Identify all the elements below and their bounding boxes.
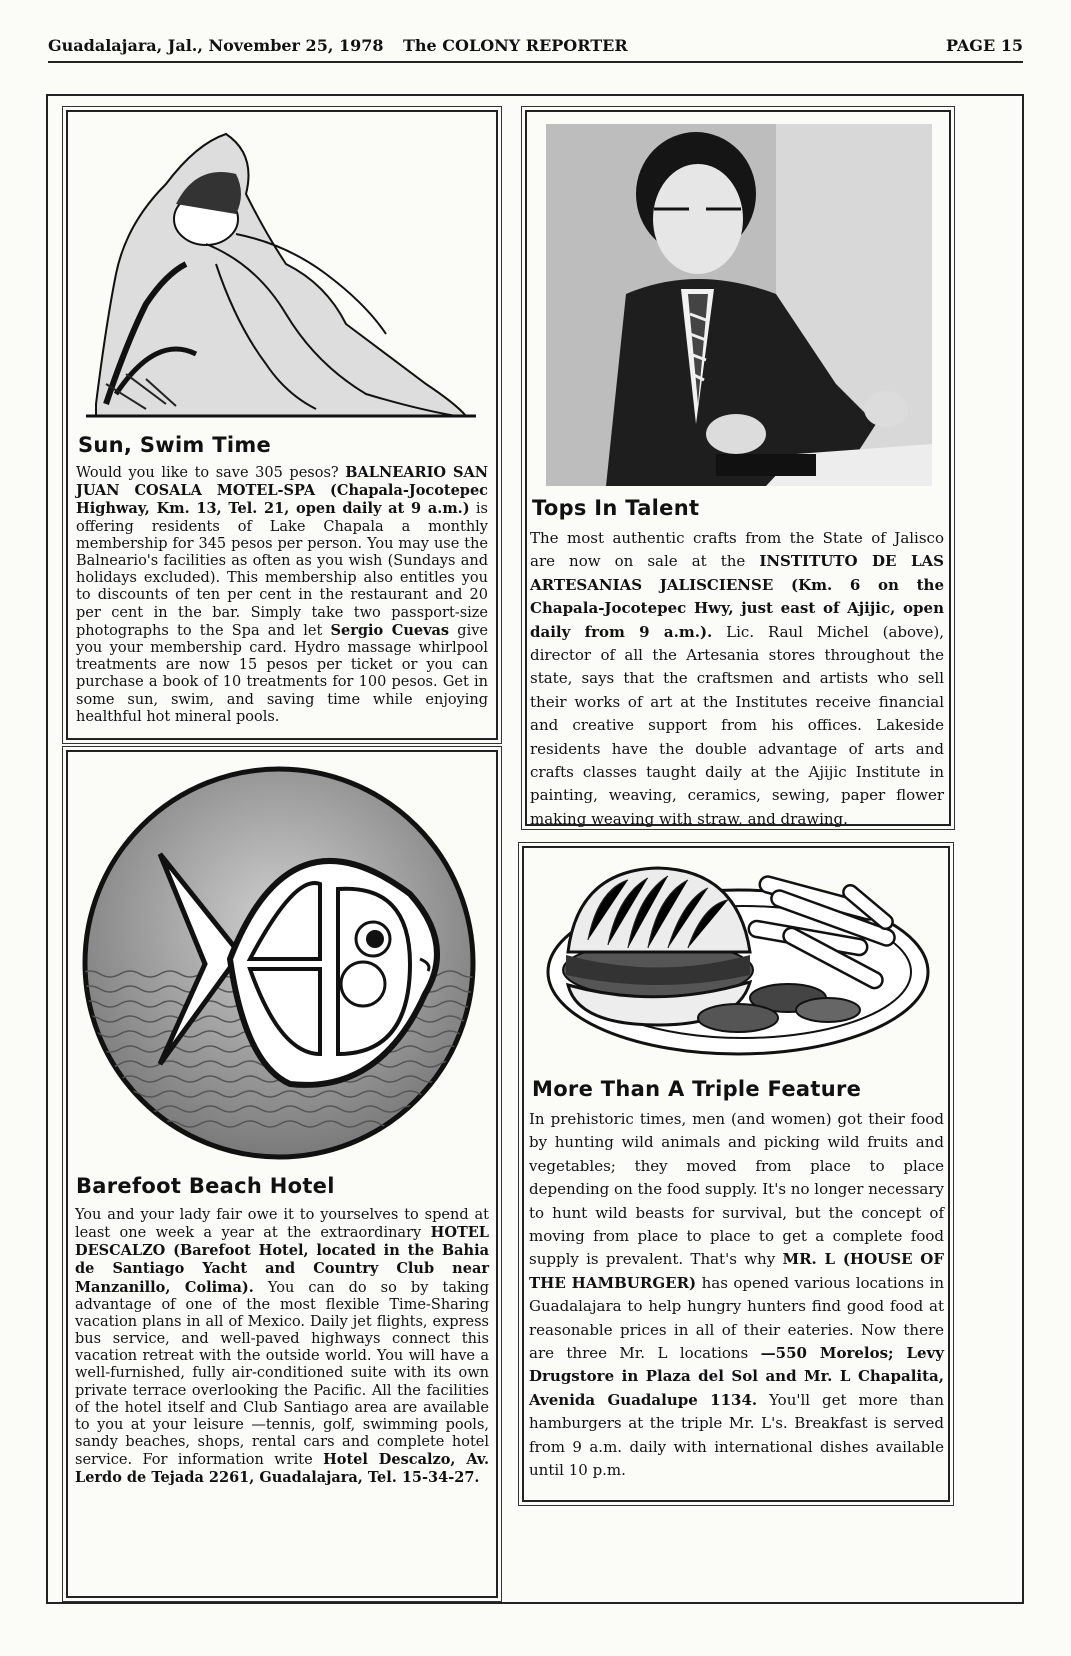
newspaper-name: The COLONY REPORTER: [403, 36, 628, 55]
page-number: PAGE 15: [946, 36, 1023, 55]
article-body-tops-talent: The most authentic crafts from the State of Jalisco are now on sale at the INSTITUTO DE LAS ARTESANIAS JALISCIENSE (Km. 6 on the Chapala-Jocotepec Hwy, just east of Ajijic, open daily from 9 a.m.). Lic. Raul Michel (above), director of all the Artesania stores throughout the state, says that the craftsmen and artists who sell their works of art at the Institutes receive financial and creative support from his offices. Lakeside residents have the double advantage of arts and crafts classes taught daily at the Ajijic Institute in painting, weaving, ceramics, sewing, paper flower making weaving with straw, and drawing.: [530, 529, 944, 828]
article-body-sun-swim: Would you like to save 305 pesos? BALNEARIO SAN JUAN COSALA MOTEL-SPA (Chapala-Jocotepec Highway, Km. 13, Tel. 21, open daily at 9 a.m.) is offering residents of Lake Chapala a monthly membership for 345 pesos per person. You may use the Balneario's facilities as often as you wish (Sundays and holidays excluded). This membership also entitles you to discounts of ten per cent in the restaurant and 20 per cent in the bar. Simply take two passport-size photographs to the Spa and let Sergio Cuevas give you your membership card. Hydro massage whirlpool treatments are now 15 pesos per ticket or you can purchase a book of 10 treatments for 100 pesos. Get in some sun, swim, and saving time while enjoying healthful hot mineral pools.: [76, 464, 488, 725]
hamburger-plate-illustration: [538, 860, 932, 1060]
masthead-rule: [48, 61, 1023, 63]
headline-sun-swim: Sun, Swim Time: [78, 433, 272, 457]
masthead: [48, 36, 1023, 60]
article-body-triple-feature: In prehistoric times, men (and women) got their food by hunting wild animals and picking wild fruits and vegetables; they moved from place to place depending on the food supply. It's no longer necessary to hunt wild beasts for survival, but the concept of moving from place to place to get a complete food supply is prevalent. That's why MR. L (HOUSE OF THE HAMBURGER) has opened various locations in Guadalajara to help hungry hunters find good food at reasonable prices in all of their eateries. Now there are three Mr. L locations —550 Morelos; Levy Drugstore in Plaza del Sol and Mr. L Chapalita, Avenida Guadalupe 1134. You'll get more than hamburgers at the triple Mr. L's. Breakfast is served from 9 a.m. daily with international dishes available until 10 p.m.: [529, 1110, 945, 1480]
headline-triple-feature: More Than A Triple Feature: [532, 1077, 862, 1101]
portrait-photo: [546, 124, 932, 486]
headline-tops-talent: Tops In Talent: [532, 496, 700, 520]
article-body-barefoot: You and your lady fair owe it to yourselves to spend at least one week a year at the extraordinary HOTEL DESCALZO (Barefoot Hotel, located in the Bahia de Santiago Yacht and Country Club near Manzanillo, Colima). You can do so by taking advantage of one of the most flexible Time-Sharing vacation plans in all of Mexico. Daily jet flights, express bus service, and well-paved highways connect this vacation retreat with the outside world. You will have a well-furnished, fully air-conditioned suite with its own private terrace overlooking the Pacific. All the facilities of the hotel itself and Club Santiago area are available to you at your leisure —tennis, golf, swimming pools, sandy beaches, shops, rental cars and complete hotel service. For information write Hotel Descalzo, Av. Lerdo de Tejada 2261, Guadalajara, Tel. 15-34-27.: [75, 1207, 490, 1487]
fish-logo: [80, 764, 478, 1162]
dateline: Guadalajara, Jal., November 25, 1978: [48, 36, 384, 55]
headline-barefoot: Barefoot Beach Hotel: [76, 1174, 335, 1198]
sunbather-illustration: [86, 124, 476, 422]
